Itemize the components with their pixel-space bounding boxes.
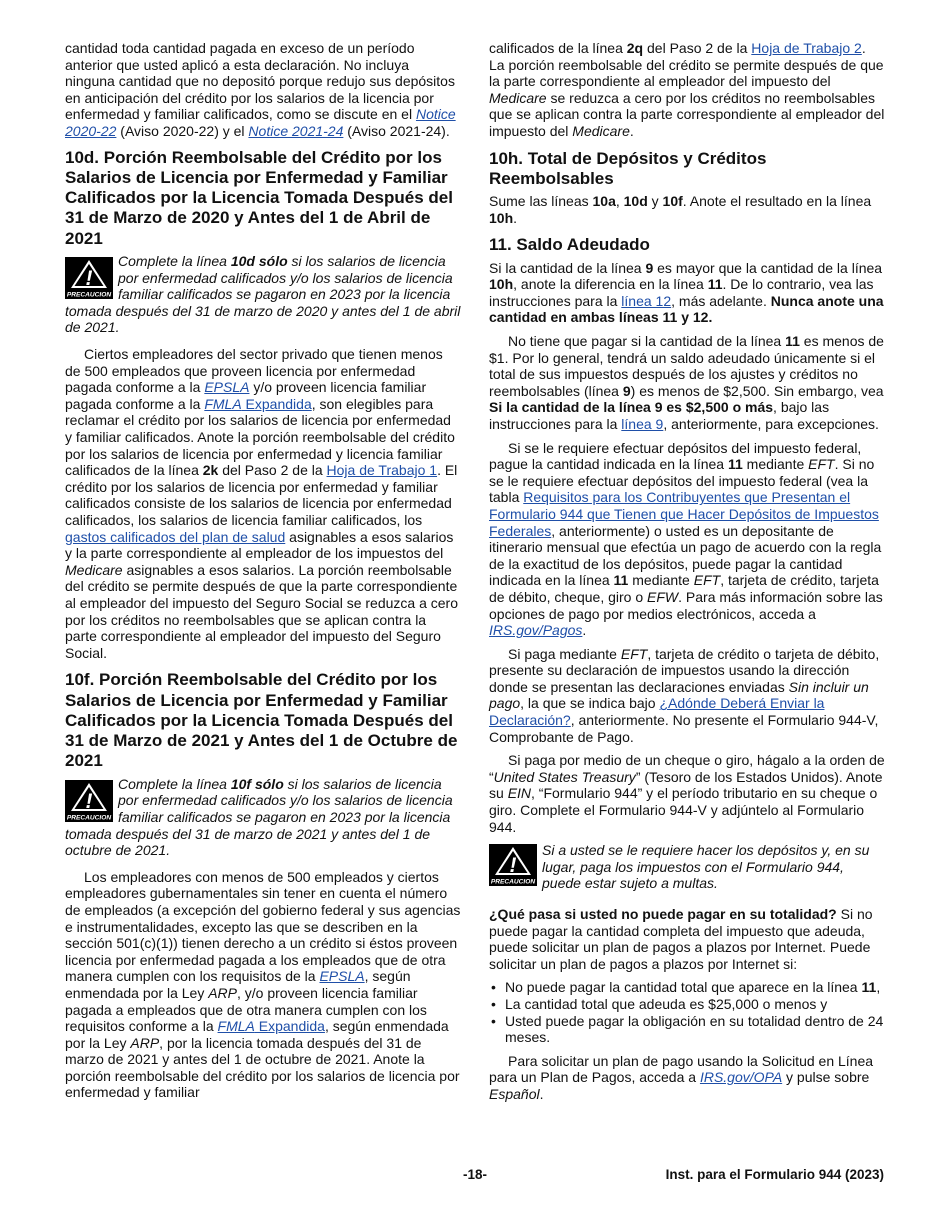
link[interactable]: gastos calificados del plan de salud [65, 528, 286, 545]
caution-note-11 [489, 842, 885, 892]
paragraph-11b: No tiene que pagar si la cantidad de la línea 11 es menos de $1. Por lo general, tendrá un saldo adeudado únicamente si el total de sus impuestos después de los ajustes y créditos no reembolsables (línea 9) es menos de $2,500. Sin embargo, vea Si la cantidad de la línea 9 es $2,500 o más, bajo las instrucciones para la línea 9, anteriormente, para excepciones. [489, 333, 884, 432]
list-item: • Usted puede pagar la obligación en su totalidad dentro de 24 meses. [491, 1012, 884, 1046]
link[interactable]: Requisitos para los Contribuyentes que Presentan el Formulario 944 que Tienen que Hacer Depósitos de Impuestos Federales [489, 489, 879, 539]
link[interactable]: Hoja de Trabajo 1 [326, 462, 438, 479]
caution-note-10d [65, 253, 461, 336]
paragraph-10f: Los empleadores con menos de 500 empleados y ciertos empleadores gubernamentales sin tener en cuenta el número de empleados (a excepción del gobierno federal y sus agencias e instrumentalidades, excepto las que se describen en la sección 501(c)(1)) tienen derecho a un crédito si éstos proveen licencia por enfermedad pagada a los empleados que de otra manera cumplen con los requisitos de la EPSLA, según enmendada por la Ley ARP, y/o proveen licencia familiar pagada a empleados que de otra manera cumplen con los requisitos conforme a la FMLA Expandida, según enmendada por la Ley ARP, por la licencia tomada después del 31 de marzo de 2021 y antes del 1 de octubre de 2021. Anote la porción reembolsable del crédito por los salarios de licencia por enfermedad y familiar [65, 868, 461, 1101]
link[interactable]: IRS.gov/Pagos [489, 622, 583, 639]
link[interactable]: Expandida [254, 1018, 325, 1035]
caution-icon [65, 257, 113, 299]
paragraph-continued: calificados de la línea 2q del Paso 2 de la Hoja de Trabajo 2. La porción reembolsable del crédito se permite después de que la parte correspondiente al empleador del impuesto del Medicare se reduzca a cero por los créditos no reembolsables que se aplican contra la parte correspondiente al empleador del impuesto del Medicare. [489, 40, 885, 139]
link[interactable]: IRS.gov/OPA [699, 1069, 783, 1086]
link[interactable]: Hoja de Trabajo 2 [751, 40, 862, 56]
page-number: -18- [463, 1167, 488, 1182]
caution-icon [65, 780, 113, 822]
paragraph-intro: cantidad toda cantidad pagada en exceso de un período anterior que usted aplicó a esta declaración. No incluya ninguna cantidad que no depositó porque redujo sus depósitos en anticipación del crédito por los salarios de la licencia por enfermedad y familiar calificados, como se discute en el Notice 2020-22 (Aviso 2020-22) y el Notice 2021-24 (Aviso 2021-24). [65, 40, 456, 139]
heading-10f: 10f. Porción Reembolsable del Crédito por los Salarios de Licencia por Enfermedad y Familiar Calificados por la Licencia Tomada Después del 31 de Marzo de 2021 y Antes del 1 de Octubre de 2021 [65, 670, 458, 771]
svg-text:PRECAUCION: PRECAUCION [490, 878, 536, 886]
svg-text:PRECAUCION: PRECAUCION [66, 291, 112, 299]
footer-title: Inst. para el Formulario 944 (2023) [665, 1167, 884, 1182]
link[interactable]: EPSLA [319, 968, 365, 985]
left-column [65, 40, 461, 1108]
link[interactable]: Notice 2020-22 [65, 106, 456, 139]
caution-text: Complete la línea 10d sólo si los salarios de licencia por enfermedad calificados y/o los salarios de licencia familiar calificados se pagaron en 2023 por la licencia tomada después del 31 de marzo de 2020 y antes del 1 de abril de 2021. [65, 253, 461, 336]
caution-text: Complete la línea 10f sólo si los salarios de licencia por enfermedad calificados y/o los salarios de licencia familiar calificados se pagaron en 2023 por la licencia tomada después del 31 de marzo de 2021 y antes del 1 de octubre de 2021. [65, 775, 453, 859]
paragraph-10d: Ciertos empleadores del sector privado que tienen menos de 500 empleados que proveen licencia por enfermedad pagada conforme a la EPSLA y/o proveen licencia familiar pagada conforme a la FMLA Expandida, son elegibles para reclamar el crédito por los salarios de licencia por enfermedad y familiar calificados. Anote la porción reembolsable del crédito por los salarios de licencia por enfermedad y licencia familiar calificados de la línea 2k del Paso 2 de la Hoja de Trabajo 1. El crédito por los salarios de licencia por enfermedad y familiar calificados consiste de los salarios de licencia por enfermedad calificados, los salarios de licencia familiar calificados, los gastos calificados del plan de salud asignables a esos salarios y la parte correspondiente al empleador de los impuestos del Medicare asignables a esos salarios. La porción reembolsable del crédito se permite después de que la parte correspondiente al empleador del impuesto del Seguro Social se reduzca a cero por los créditos no reembolsables que se aplican contra la parte correspondiente al empleador del impuesto del Seguro Social. [65, 346, 459, 661]
svg-text:!: ! [509, 854, 517, 878]
caution-note-10f [65, 776, 461, 859]
link[interactable]: EPSLA [204, 379, 250, 396]
paragraph-opa: Para solicitar un plan de pago usando la Solicitud en Línea para un Plan de Pagos, acceda a IRS.gov/OPA y pulse sobre Español. [489, 1052, 874, 1102]
caution-icon [489, 844, 537, 886]
paragraph-11d: Si paga mediante EFT, tarjeta de crédito o tarjeta de débito, presente su declaración de impuestos usando la dirección donde se presentan las declaraciones enviadas Sin incluir un pago, la que se indica bajo ¿Adónde Deberá Enviar la Declaración?, anteriormente. No presente el Formulario 944-V, Comprobante de Pago. [489, 645, 880, 745]
heading-10d: 10d. Porción Reembolsable del Crédito por los Salarios de Licencia por Enfermedad y Familiar Calificados por la Licencia Tomada Después del 31 de Marzo de 2020 y Antes del 1 de Abril de 2021 [65, 147, 453, 248]
paragraph-11a: Si la cantidad de la línea 9 es mayor que la cantidad de la línea 10h, anote la diferencia en la línea 11. De lo contrario, vea las instrucciones para la línea 12, más adelante. Nunca anote una cantidad en ambas líneas 11 y 12. [489, 259, 884, 326]
bullet-list [489, 979, 885, 1045]
paragraph-payment-plan: ¿Qué pasa si usted no puede pagar en su totalidad? Si no puede pagar la cantidad completa del impuesto que adeuda, puede solicitar un plan de pagos a plazos por Internet. Puede solicitar un plan de pagos a plazos por Internet si: [489, 906, 873, 972]
heading-10h: 10h. Total de Depósitos y Créditos Reembolsables [489, 148, 767, 188]
right-column [489, 40, 885, 1110]
paragraph-11e: Si paga por medio de un cheque o giro, hágalo a la orden de “United States Treasury” (Tesoro de los Estados Unidos). Anote su EIN, “Formulario 944” y el período tributario en su cheque o giro. Complete el Formulario 944-V y adjúntelo al Formulario 944. [489, 752, 885, 835]
link[interactable]: FMLA [204, 395, 242, 412]
link[interactable]: ¿Adónde Deberá Enviar la Declaración? [489, 695, 825, 729]
svg-text:!: ! [85, 267, 93, 291]
list-item: • La cantidad total que adeuda es $25,000 o menos y [491, 995, 828, 1012]
svg-text:PRECAUCION: PRECAUCION [66, 814, 112, 822]
paragraph-11c: Si se le requiere efectuar depósitos del impuesto federal, pague la cantidad indicada en la línea 11 mediante EFT. Si no se le requiere efectuar depósitos del impuesto federal (vea la tabla Requisitos para los Contribuyentes que Presentan el Formulario 944 que Tienen que Hacer Depósitos de Impuestos Federales, anteriormente) o usted es un depositante de itinerario mensual que efectúa un pago de acuerdo con la regla de la exactitud de los depósitos, puede pagar la cantidad indicada en la línea 11 mediante EFT, tarjeta de crédito, tarjeta de débito, cheque, giro o EFW. Para más información sobre las opciones de pago por medios electrónicos, acceda a IRS.gov/Pagos. [489, 439, 883, 639]
link[interactable]: línea 12 [621, 292, 672, 309]
paragraph-10h: Sume las líneas 10a, 10d y 10f. Anote el resultado en la línea 10h. [489, 193, 872, 226]
link[interactable]: línea 9 [621, 415, 664, 432]
heading-11: 11. Saldo Adeudado [489, 235, 650, 255]
svg-text:!: ! [85, 789, 93, 813]
link[interactable]: FMLA [217, 1018, 255, 1035]
caution-text: Si a usted se le requiere hacer los depósitos y, en su lugar, paga los impuestos con el Formulario 944, puede estar sujeto a multas. [542, 842, 870, 892]
list-item: • No puede pagar la cantidad total que aparece en la línea 11, [491, 979, 881, 996]
link[interactable]: Notice 2021-24 [248, 122, 344, 139]
link[interactable]: Expandida [241, 395, 312, 412]
